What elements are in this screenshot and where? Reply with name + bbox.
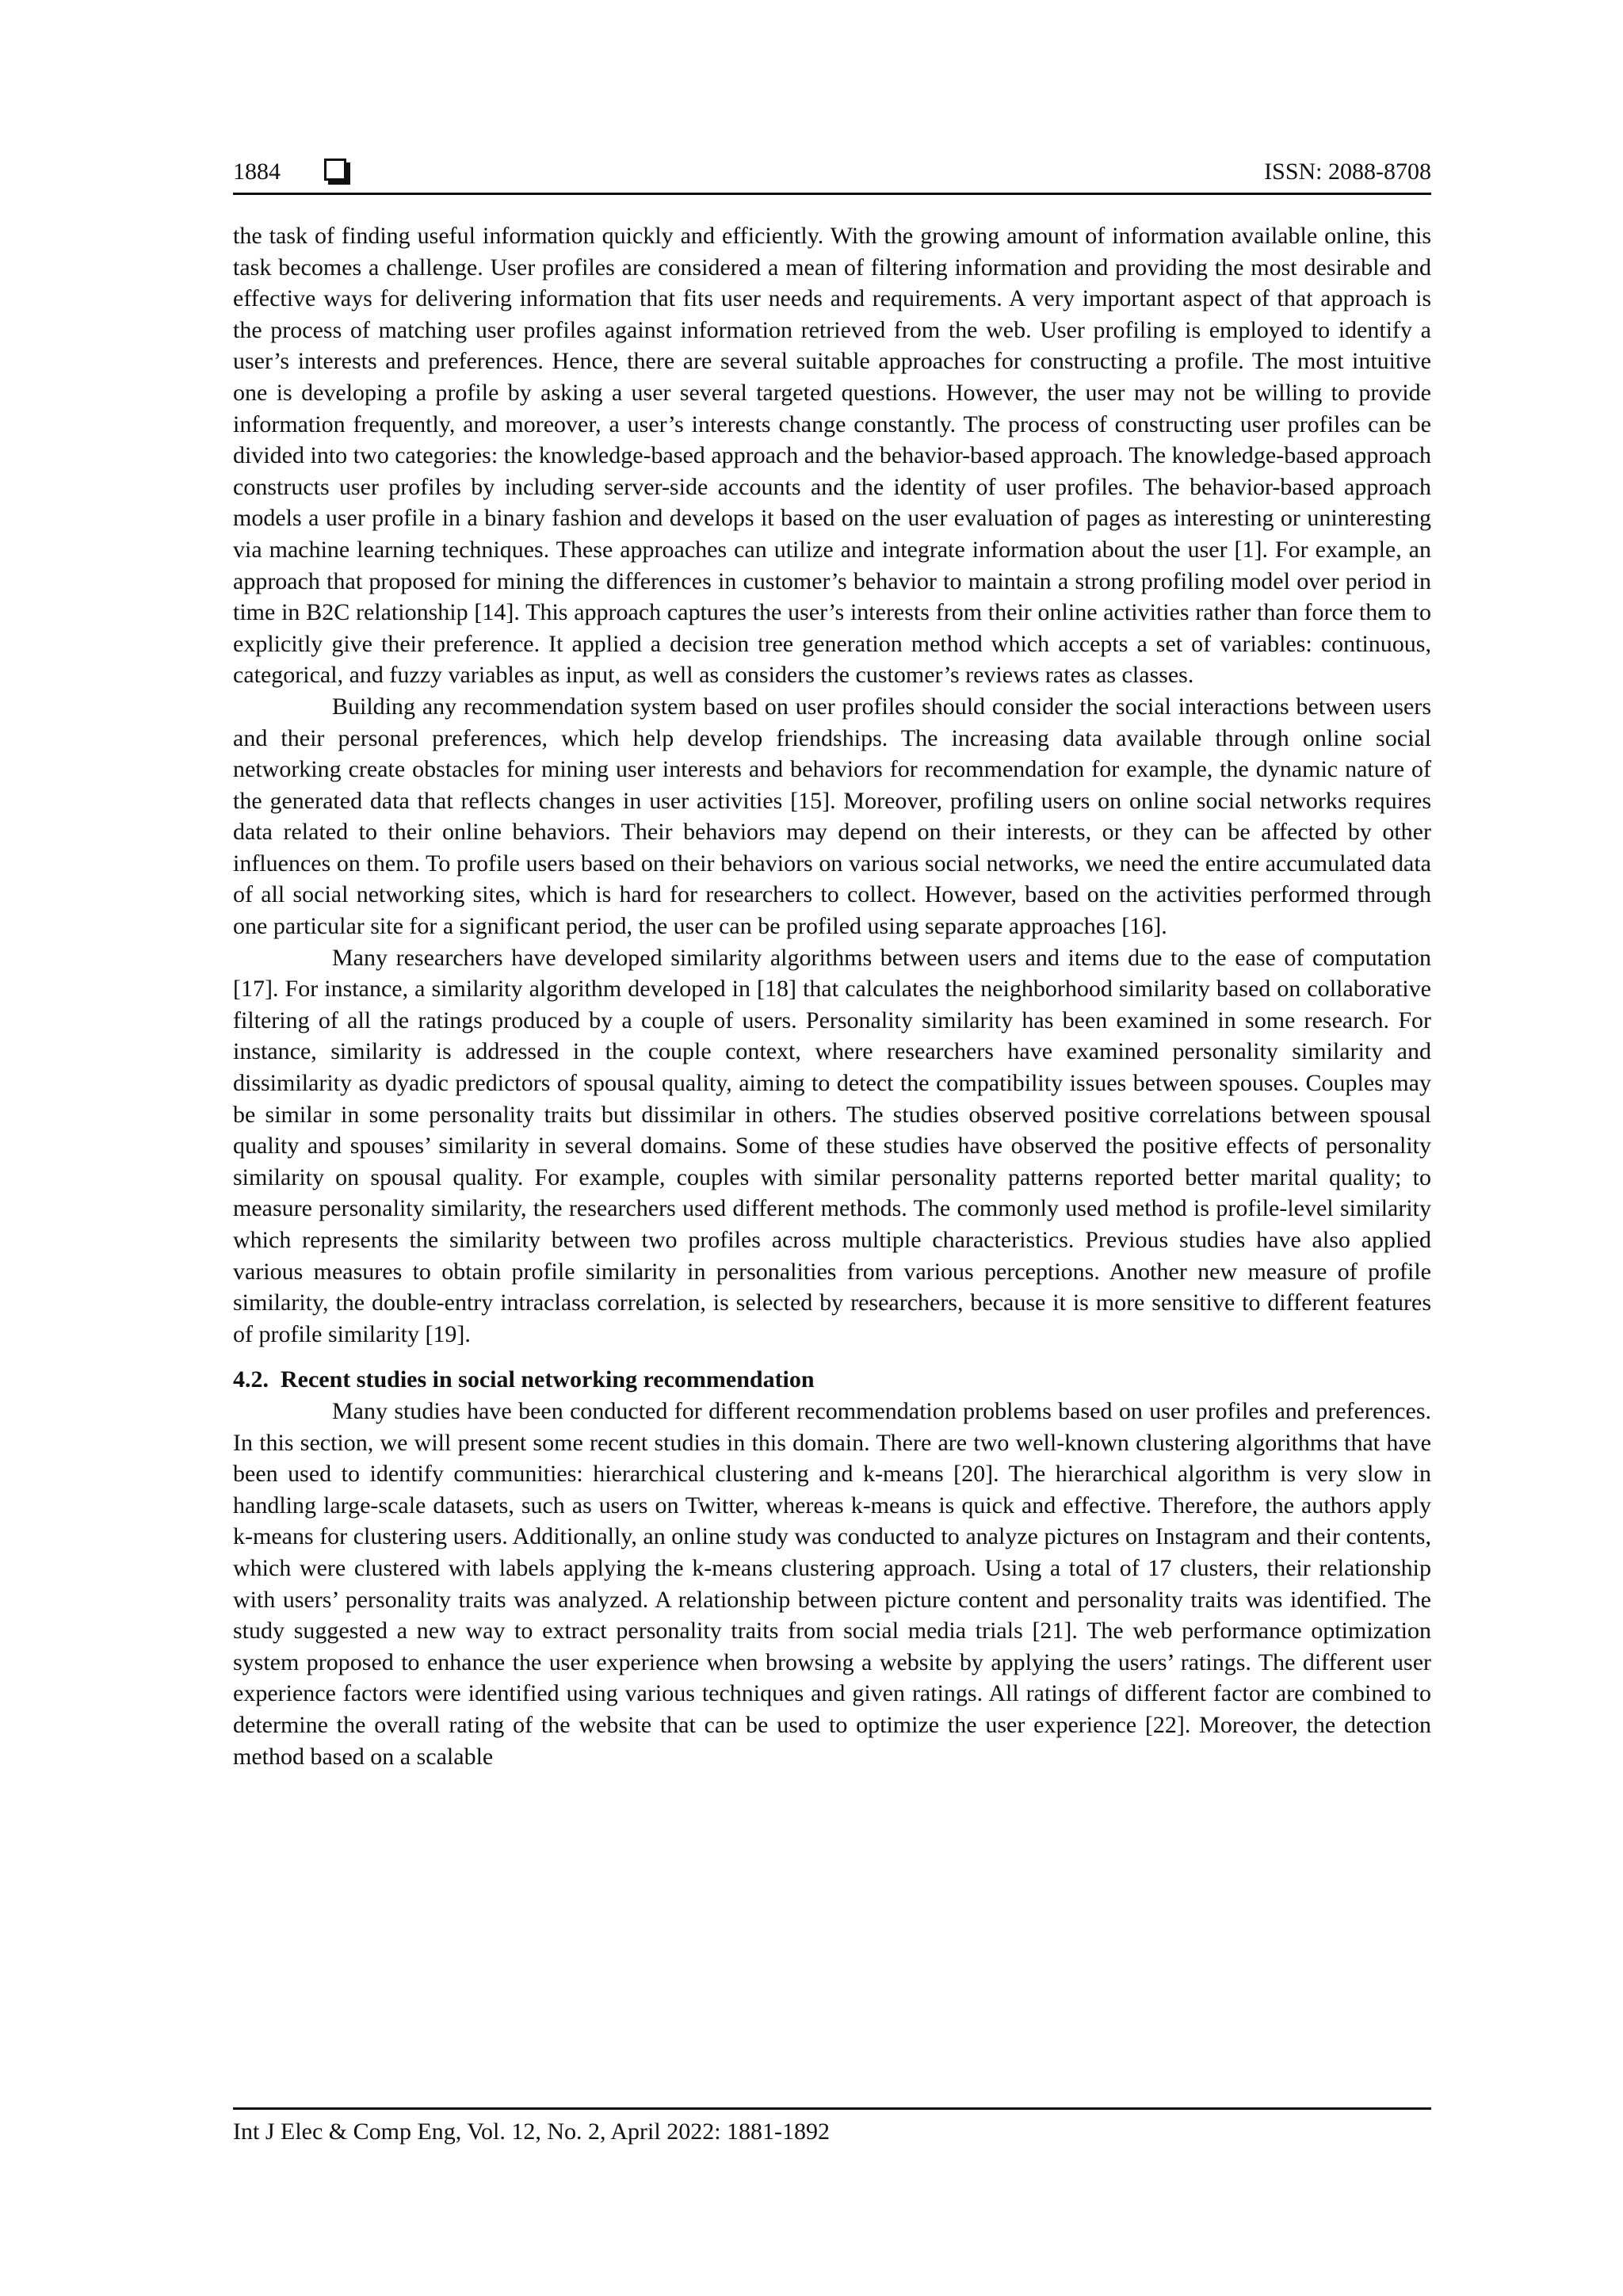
body-paragraph-3: Many researchers have developed similarity algorithms between users and items due to the ease of computation [17]. For instance, a similarity algorithm developed in [18] that calculates the neighborhood similarity based on collaborative filtering of all the ratings produced by a couple of users. Personality similarity has been examined in some research. For instance, similarity is addressed in the couple context, where researchers have examined personality similarity and dissimilarity as dyadic predictors of spousal quality, aiming to detect the compatibility issues between spouses. Couples may be similar in some personality traits but dissimilar in others. The studies observed positive correlations between spousal quality and spouses’ similarity in several domains. Some of these studies have observed the positive effects of personality similarity on spousal quality. For example, couples with similar personality patterns reported better marital quality; to measure personality similarity, the researchers used different methods. The commonly used method is profile-level similarity which represents the similarity between two profiles across multiple characteristics. Previous studies have also applied various measures to obtain profile similarity in personalities from various perceptions. Another new measure of profile similarity, the double-entry intraclass correlation, is selected by researchers, because it is more sensitive to different features of profile similarity [19].: [233, 944, 1431, 1347]
body-paragraph-1: the task of finding useful information quickly and efficiently. With the growing amount of information available online, this task becomes a challenge. User profiles are considered a mean of filtering information and providing the most desirable and effective ways for delivering information that fits user needs and requirements. A very important aspect of that approach is the process of matching user profiles against information retrieved from the web. User profiling is employed to identify a user’s interests and preferences. Hence, there are several suitable approaches for constructing a profile. The most intuitive one is developing a profile by asking a user several targeted questions. However, the user may not be willing to provide information frequently, and moreover, a user’s interests change constantly. The process of constructing user profiles can be divided into two categories: the knowledge-based approach and the behavior-based approach. The knowledge-based approach constructs user profiles by including server-side accounts and the identity of user profiles. The behavior-based approach models a user profile in a binary fashion and develops it based on the user evaluation of pages as interesting or uninteresting via machine learning techniques. These approaches can utilize and integrate information about the user [1]. For example, an approach that proposed for mining the differences in customer’s behavior to maintain a strong profiling model over period in time in B2C relationship [14]. This approach captures the user’s interests from their online activities rather than force them to explicitly give their preference. It applied a decision tree generation method which accepts a set of variables: continuous, categorical, and fuzzy variables as input, as well as considers the customer’s reviews rates as classes.: [233, 223, 1431, 689]
page-footer: [233, 2107, 1431, 2148]
body-paragraph-2: Building any recommendation system based on user profiles should consider the social interactions between users and their personal preferences, which help develop friendships. The increasing data available through online social networking create obstacles for mining user interests and behaviors for recommendation for example, the dynamic nature of the generated data that reflects changes in user activities [15]. Moreover, profiling users on online social networks requires data related to their online behaviors. Their behaviors may depend on their interests, or they can be affected by other influences on them. To profile users based on their behaviors on various social networks, we need the entire accumulated data of all social networking sites, which is hard for researchers to collect. However, based on the activities performed through one particular site for a significant period, the user can be profiled using separate approaches [16].: [233, 693, 1431, 940]
section-paragraph: Many studies have been conducted for different recommendation problems based on user profiles and preferences. In this section, we will present some recent studies in this domain. There are two well-known clustering algorithms that have been used to identify communities: hierarchical clustering and k-means [20]. The hierarchical algorithm is very slow in handling large-scale datasets, such as users on Twitter, whereas k-means is quick and effective. Therefore, the authors apply k-means for clustering users. Additionally, an online study was conducted to analyze pictures on Instagram and their contents, which were clustered with labels applying the k-means clustering approach. Using a total of 17 clusters, their relationship with users’ personality traits was analyzed. A relationship between picture content and personality traits was identified. The study suggested a new way to extract personality traits from social media trials [21]. The web performance optimization system proposed to enhance the user experience when browsing a website by applying the users’ ratings. The different user experience factors were identified using various techniques and given ratings. All ratings of different factor are combined to determine the overall rating of the website that can be used to optimize the user experience [22]. Moreover, the detection method based on a scalable: [233, 1397, 1431, 1770]
page-body: [233, 220, 1431, 1772]
page-number: 1884: [233, 159, 281, 185]
issn-label: ISSN: 2088-8708: [1264, 159, 1431, 185]
page-header: [233, 155, 1431, 195]
section-heading: 4.2. Recent studies in social networking recommendation: [233, 1366, 815, 1393]
journal-citation: Int J Elec & Comp Eng, Vol. 12, No. 2, April 2022: 1881-1892: [233, 2118, 831, 2145]
checkbox-square-icon: [324, 159, 346, 181]
